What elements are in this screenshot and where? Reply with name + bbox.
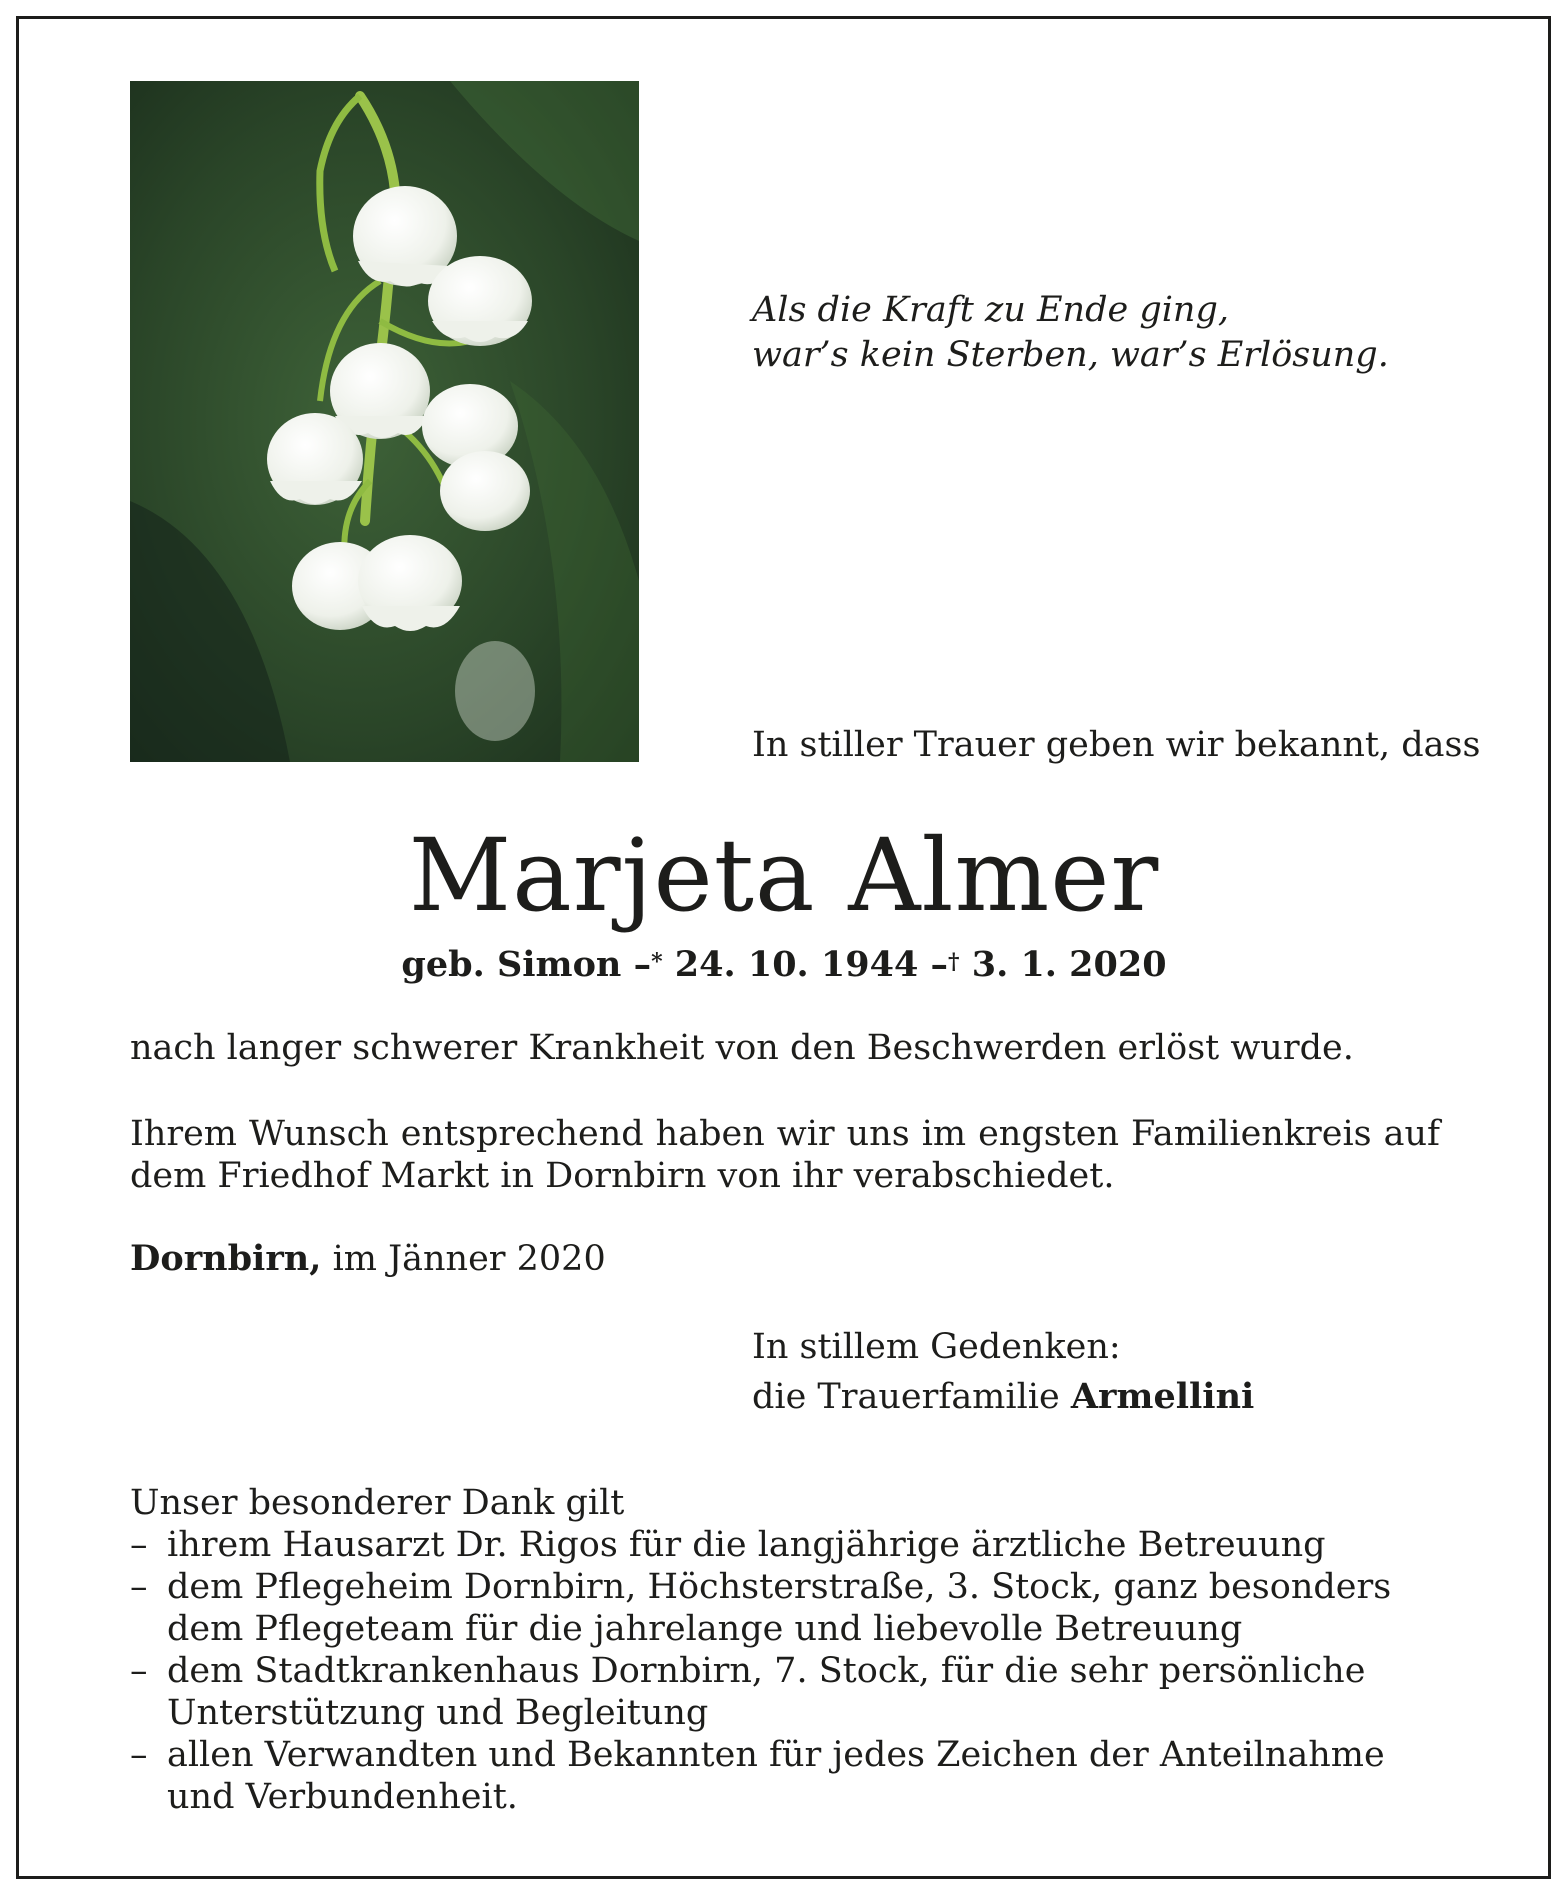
list-item bbox=[130, 1734, 1440, 1818]
motto bbox=[752, 288, 1389, 378]
place-date-text: im Jänner 2020 bbox=[332, 1239, 606, 1279]
list-item bbox=[130, 1566, 1440, 1650]
life-dates bbox=[0, 942, 1568, 987]
birth-date: 24. 10. 1944 bbox=[674, 944, 919, 985]
list-item-text: allen Verwandten und Bekannten für jedes Zeichen der Anteilnahme und Verbundenheit. bbox=[167, 1735, 1385, 1817]
signature bbox=[752, 1322, 1254, 1422]
birth-symbol: * bbox=[651, 949, 663, 975]
death-symbol: † bbox=[948, 949, 960, 975]
separator-2: – bbox=[930, 944, 949, 985]
paragraph-2: Ihrem Wunsch entsprechend haben wir uns im engsten Familienkreis auf dem Friedhof Markt in Dornbirn von ihr verabschiedet. bbox=[130, 1114, 1440, 1196]
family-name: Armellini bbox=[1070, 1376, 1255, 1417]
deceased-name: Marjeta Almer bbox=[408, 817, 1160, 934]
dash-bullet: – bbox=[130, 1651, 148, 1691]
list-item-text: dem Stadtkrankenhaus Dornbirn, 7. Stock, für die sehr persönliche Unterstützung und Begleitung bbox=[167, 1651, 1366, 1733]
maiden-name: geb. Simon bbox=[401, 944, 622, 985]
thanks-section bbox=[130, 1482, 1440, 1818]
motto-line-1: Als die Kraft zu Ende ging, bbox=[752, 290, 1229, 330]
list-item bbox=[130, 1650, 1440, 1734]
intro-line: In stiller Trauer geben wir bekannt, dass bbox=[752, 725, 1481, 765]
thanks-list bbox=[130, 1524, 1440, 1818]
signature-prefix: die Trauerfamilie bbox=[752, 1377, 1060, 1417]
motto-line-2: war’s kein Sterben, war’s Erlösung. bbox=[752, 335, 1389, 375]
separator-1: – bbox=[633, 944, 652, 985]
list-item-text: dem Pflegeheim Dornbirn, Höchsterstraße, 3. Stock, ganz besonders dem Pflegeteam für die jahrelange und liebevolle Betreuung bbox=[167, 1567, 1392, 1649]
dash-bullet: – bbox=[130, 1567, 148, 1607]
thanks-heading: Unser besonderer Dank gilt bbox=[130, 1483, 625, 1523]
death-date: 3. 1. 2020 bbox=[971, 944, 1167, 985]
dash-bullet: – bbox=[130, 1525, 148, 1565]
list-item-text: ihrem Hausarzt Dr. Rigos für die langjährige ärztliche Betreuung bbox=[167, 1525, 1326, 1565]
place-date bbox=[130, 1238, 1440, 1280]
dash-bullet: – bbox=[130, 1735, 148, 1775]
place-city: Dornbirn, bbox=[130, 1238, 322, 1279]
paragraph-1: nach langer schwerer Krankheit von den Beschwerden erlöst wurde. bbox=[130, 1028, 1354, 1068]
signature-line-2 bbox=[752, 1372, 1254, 1422]
lily-of-the-valley-photo bbox=[130, 81, 639, 762]
signature-line-1: In stillem Gedenken: bbox=[752, 1327, 1121, 1367]
list-item bbox=[130, 1524, 1440, 1566]
